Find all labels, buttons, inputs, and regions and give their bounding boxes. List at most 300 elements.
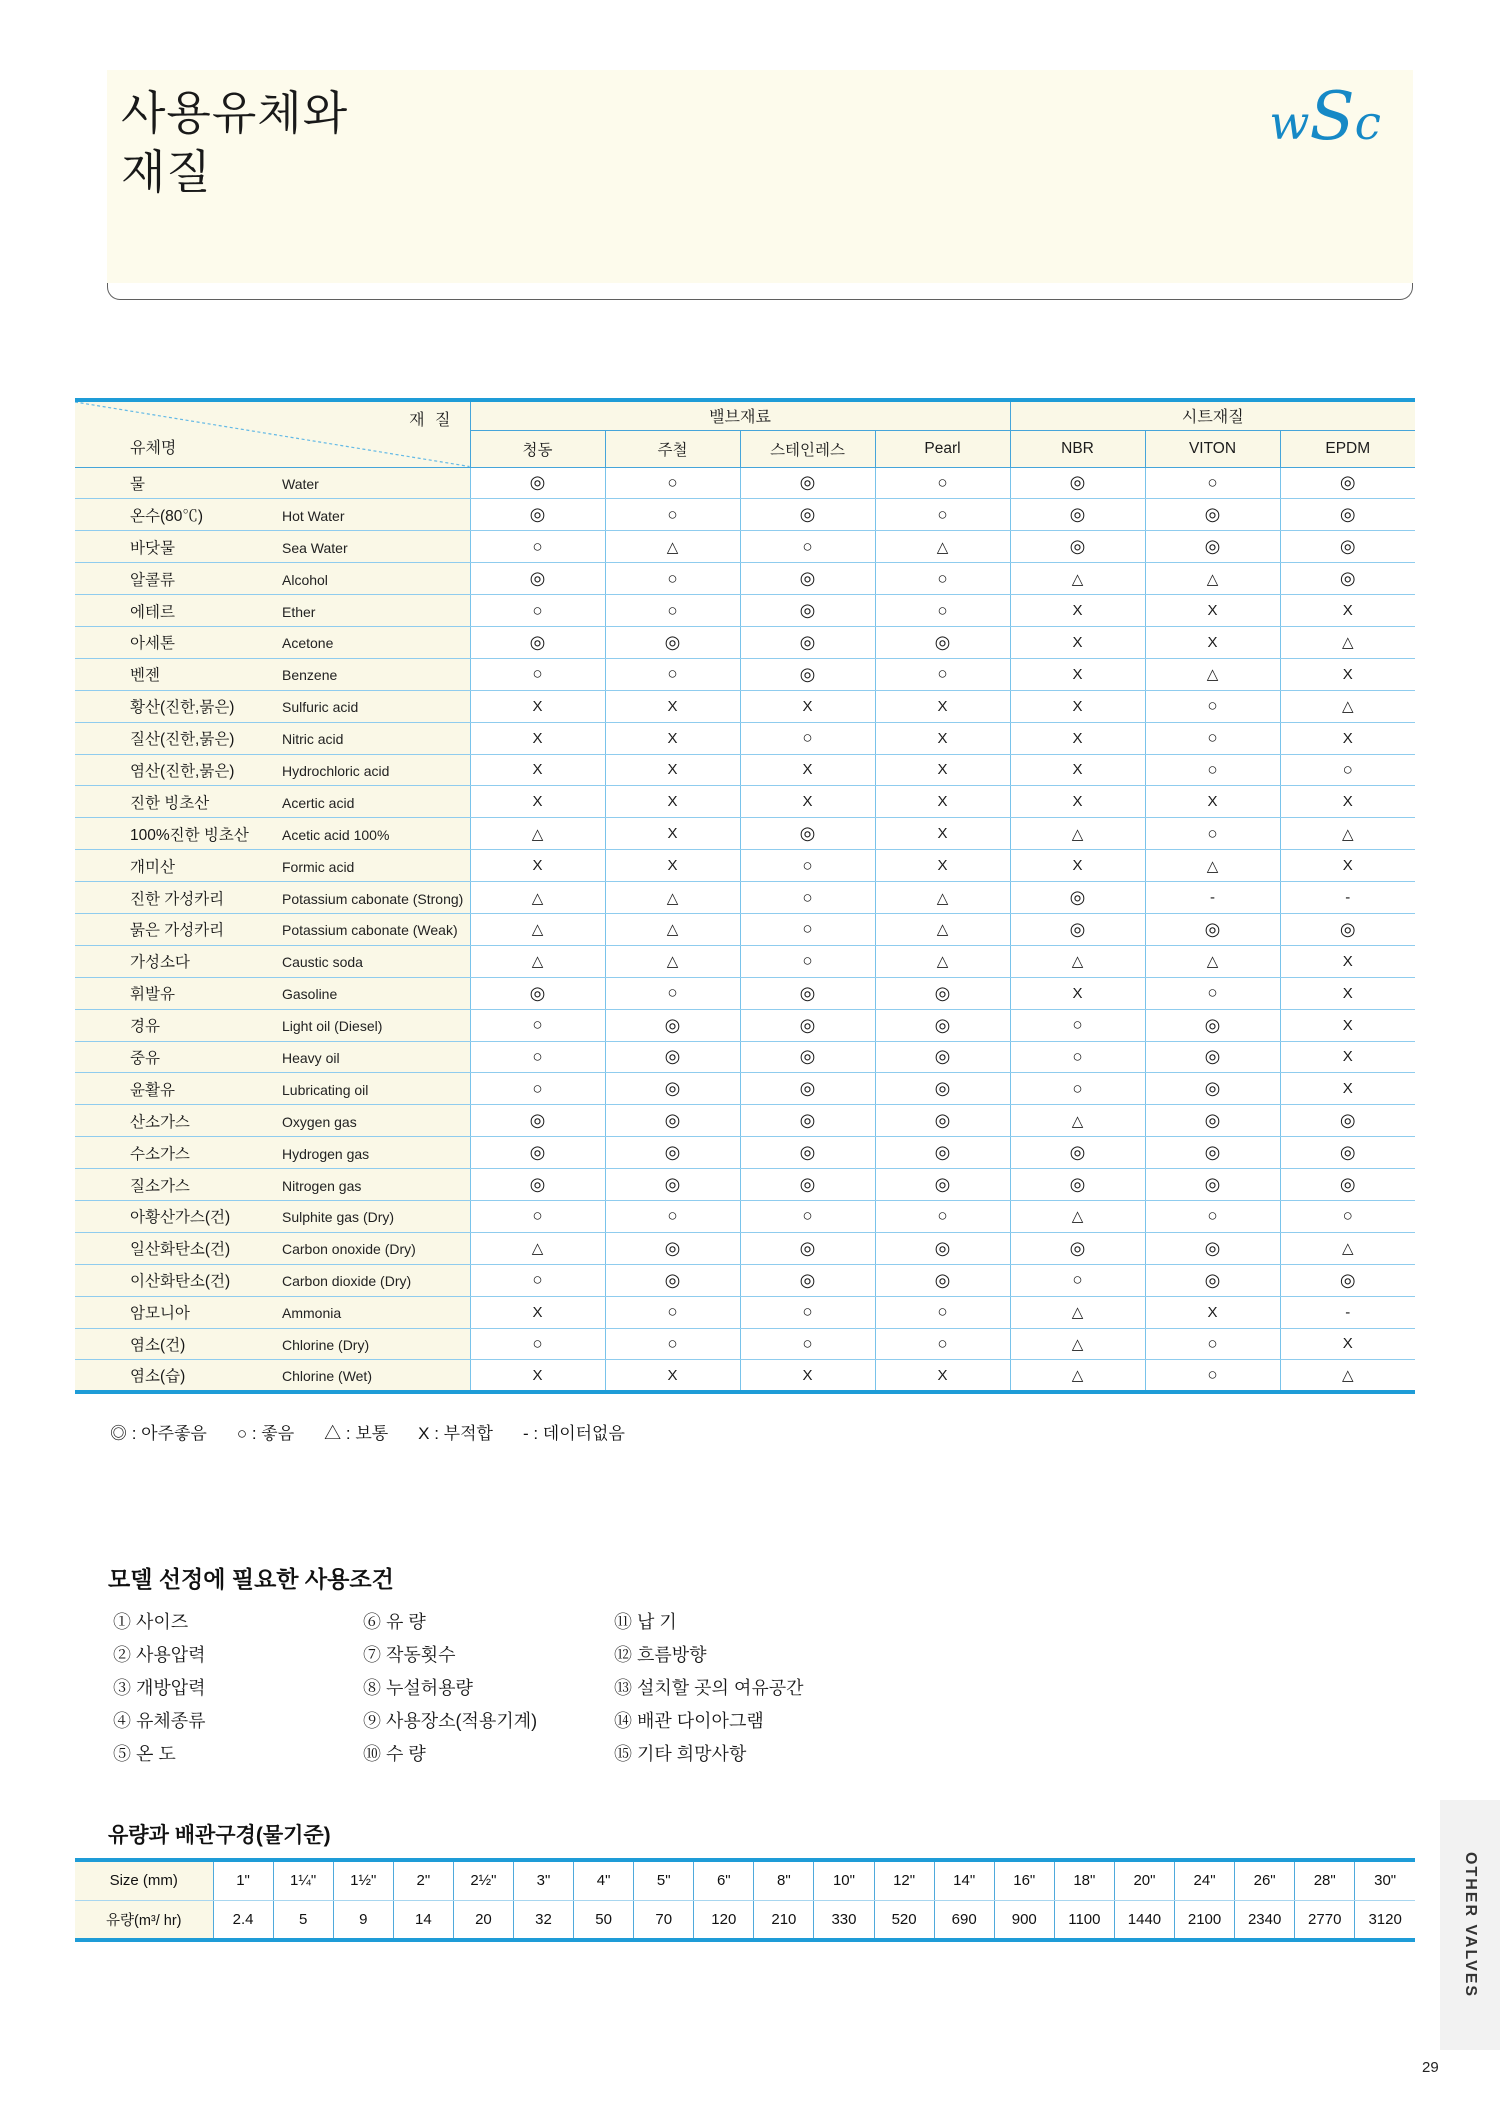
rating-cell: △ bbox=[470, 945, 605, 977]
rating-cell: ◎ bbox=[875, 626, 1010, 658]
rating-cell: X bbox=[605, 690, 740, 722]
rating-cell: ◎ bbox=[740, 1009, 875, 1041]
rating-cell: ○ bbox=[605, 499, 740, 531]
conditions-section-title: 모델 선정에 필요한 사용조건 bbox=[108, 1566, 394, 1592]
rating-cell: X bbox=[1280, 1041, 1415, 1073]
rating-cell: ○ bbox=[605, 1296, 740, 1328]
fluid-name-english: Gasoline bbox=[282, 986, 338, 1003]
rating-cell: △ bbox=[1010, 818, 1145, 850]
rating-cell: X bbox=[1010, 850, 1145, 882]
rating-cell: ○ bbox=[875, 658, 1010, 690]
rating-cell: ◎ bbox=[1145, 1105, 1280, 1137]
fluid-name-cell bbox=[75, 563, 470, 595]
fluid-name-cell bbox=[75, 722, 470, 754]
rating-cell: ◎ bbox=[1280, 1169, 1415, 1201]
page-title-line1: 사용유체와 bbox=[121, 87, 349, 139]
logo-letter-c: c bbox=[1354, 96, 1381, 151]
rating-cell: ○ bbox=[1145, 1360, 1280, 1392]
rating-cell: △ bbox=[470, 882, 605, 914]
fluid-row bbox=[75, 977, 1415, 1009]
condition-item: ⑤ 온 도 bbox=[113, 1744, 176, 1764]
rating-cell: X bbox=[875, 754, 1010, 786]
rating-cell: ◎ bbox=[605, 1264, 740, 1296]
fluid-name-korean: 에테르 bbox=[130, 603, 175, 621]
conditions-column bbox=[614, 1608, 1044, 1773]
rating-cell: X bbox=[605, 754, 740, 786]
fluid-name-korean: 휘발유 bbox=[130, 986, 175, 1004]
condition-item: ③ 개방압력 bbox=[113, 1678, 206, 1698]
fluid-name-cell bbox=[75, 658, 470, 690]
condition-item: ⑪ 납 기 bbox=[614, 1612, 677, 1632]
flow-rate-cell: 5 bbox=[273, 1900, 333, 1940]
fluid-name-korean: 온수(80℃) bbox=[130, 507, 204, 525]
fluid-name-english: Alcohol bbox=[282, 571, 328, 588]
fluid-name-cell bbox=[75, 499, 470, 531]
fluid-name-english: Light oil (Diesel) bbox=[282, 1018, 383, 1035]
flow-rate-cell: 50 bbox=[574, 1900, 634, 1940]
fluid-name-english: Nitric acid bbox=[282, 731, 344, 748]
rating-cell: ◎ bbox=[1010, 467, 1145, 499]
flow-row-label: 유량(m³/ hr) bbox=[75, 1900, 213, 1940]
fluid-name-korean: 가성소다 bbox=[130, 954, 190, 972]
flow-rate-cell: 330 bbox=[814, 1900, 874, 1940]
conditions-column bbox=[363, 1608, 614, 1773]
rating-cell: ○ bbox=[470, 595, 605, 627]
fluid-name-korean: 진한 빙초산 bbox=[130, 794, 210, 812]
fluid-name-english: Oxygen gas bbox=[282, 1113, 357, 1130]
fluid-name-cell bbox=[75, 786, 470, 818]
group-header-valve-material: 밸브재료 bbox=[470, 400, 1010, 430]
rating-cell: ◎ bbox=[1280, 1105, 1415, 1137]
condition-item: ⑬ 설치할 곳의 여유공간 bbox=[614, 1678, 804, 1698]
rating-cell: ◎ bbox=[1280, 499, 1415, 531]
material-column-header: NBR bbox=[1010, 430, 1145, 467]
rating-cell: - bbox=[1280, 1296, 1415, 1328]
rating-cell: ◎ bbox=[740, 1073, 875, 1105]
fluid-name-korean: 이산화탄소(건) bbox=[130, 1273, 231, 1291]
fluid-row bbox=[75, 754, 1415, 786]
rating-cell: △ bbox=[875, 882, 1010, 914]
rating-cell: ○ bbox=[875, 1200, 1010, 1232]
pipe-size-cell: 2½" bbox=[453, 1860, 513, 1900]
fluid-name-korean: 수소가스 bbox=[130, 1145, 190, 1163]
rating-cell: ◎ bbox=[1010, 499, 1145, 531]
fluid-row bbox=[75, 1360, 1415, 1392]
rating-cell: ○ bbox=[875, 1296, 1010, 1328]
rating-cell: ◎ bbox=[1280, 531, 1415, 563]
fluid-name-cell bbox=[75, 1169, 470, 1201]
rating-cell: X bbox=[605, 1360, 740, 1392]
size-row-label: Size (mm) bbox=[75, 1860, 213, 1900]
material-column-header: 청동 bbox=[470, 430, 605, 467]
rating-cell: X bbox=[1280, 595, 1415, 627]
rating-cell: X bbox=[875, 850, 1010, 882]
rating-cell: △ bbox=[1145, 658, 1280, 690]
flow-rate-cell: 2770 bbox=[1295, 1900, 1355, 1940]
rating-cell: X bbox=[740, 690, 875, 722]
fluid-name-english: Chlorine (Dry) bbox=[282, 1336, 370, 1353]
rating-cell: ○ bbox=[1145, 818, 1280, 850]
rating-cell: ○ bbox=[1145, 1200, 1280, 1232]
rating-cell: △ bbox=[605, 913, 740, 945]
fluid-name-english: Lubricating oil bbox=[282, 1081, 369, 1098]
rating-cell: X bbox=[1145, 786, 1280, 818]
rating-cell: ○ bbox=[1280, 1200, 1415, 1232]
rating-cell: △ bbox=[1280, 626, 1415, 658]
fluid-name-english: Carbon dioxide (Dry) bbox=[282, 1273, 412, 1290]
rating-cell: ◎ bbox=[1145, 1169, 1280, 1201]
material-column-header: EPDM bbox=[1280, 430, 1415, 467]
rating-cell: ○ bbox=[605, 658, 740, 690]
fluid-name-korean: 묽은 가성카리 bbox=[130, 922, 225, 940]
fluid-name-english: Hot Water bbox=[282, 507, 345, 524]
rating-cell: ◎ bbox=[1145, 1041, 1280, 1073]
fluid-row bbox=[75, 1296, 1415, 1328]
rating-cell: X bbox=[1010, 626, 1145, 658]
rating-cell: ◎ bbox=[1280, 563, 1415, 595]
fluid-name-cell bbox=[75, 1041, 470, 1073]
fluid-name-cell bbox=[75, 1296, 470, 1328]
fluid-name-cell bbox=[75, 818, 470, 850]
rating-cell: X bbox=[1145, 626, 1280, 658]
fluid-name-english: Acetone bbox=[282, 635, 334, 652]
corner-header-cell bbox=[75, 400, 470, 467]
pipe-size-cell: 26" bbox=[1235, 1860, 1295, 1900]
rating-cell: X bbox=[1280, 658, 1415, 690]
rating-cell: ◎ bbox=[875, 1009, 1010, 1041]
rating-cell: X bbox=[1010, 754, 1145, 786]
rating-cell: ○ bbox=[605, 595, 740, 627]
fluid-name-korean: 알콜류 bbox=[130, 571, 175, 589]
rating-cell: ○ bbox=[470, 531, 605, 563]
rating-cell: △ bbox=[605, 882, 740, 914]
fluid-name-cell bbox=[75, 945, 470, 977]
rating-cell: X bbox=[1280, 1073, 1415, 1105]
rating-cell: ◎ bbox=[1010, 1232, 1145, 1264]
rating-cell: ◎ bbox=[470, 977, 605, 1009]
fluid-name-korean: 경유 bbox=[130, 1018, 160, 1036]
rating-cell: ○ bbox=[470, 1041, 605, 1073]
rating-cell: ○ bbox=[605, 563, 740, 595]
rating-cell: X bbox=[470, 1360, 605, 1392]
fluid-name-cell bbox=[75, 913, 470, 945]
legend-item: ◎ : 아주좋음 bbox=[110, 1424, 207, 1443]
rating-cell: ◎ bbox=[1145, 499, 1280, 531]
logo-letter-s: S bbox=[1309, 78, 1355, 155]
rating-cell: ○ bbox=[605, 1328, 740, 1360]
rating-cell: ◎ bbox=[740, 467, 875, 499]
rating-cell: ◎ bbox=[605, 1169, 740, 1201]
fluid-name-korean: 아황산가스(건) bbox=[130, 1209, 231, 1227]
fluid-row bbox=[75, 467, 1415, 499]
fluid-row bbox=[75, 1137, 1415, 1169]
rating-cell: ○ bbox=[740, 1200, 875, 1232]
rating-cell: ◎ bbox=[740, 1169, 875, 1201]
rating-cell: △ bbox=[470, 1232, 605, 1264]
pipe-size-cell: 8" bbox=[754, 1860, 814, 1900]
rating-cell: ○ bbox=[740, 531, 875, 563]
rating-cell: ○ bbox=[470, 1200, 605, 1232]
flow-rate-cell: 70 bbox=[634, 1900, 694, 1940]
fluid-name-cell bbox=[75, 882, 470, 914]
flow-rate-cell: 14 bbox=[393, 1900, 453, 1940]
group-header-row bbox=[75, 400, 1415, 430]
fluid-name-cell bbox=[75, 1360, 470, 1392]
rating-cell: X bbox=[875, 722, 1010, 754]
rating-cell: ○ bbox=[875, 499, 1010, 531]
fluid-row bbox=[75, 1009, 1415, 1041]
material-column-header: 스테인레스 bbox=[740, 430, 875, 467]
rating-cell: ◎ bbox=[1145, 531, 1280, 563]
fluid-row bbox=[75, 945, 1415, 977]
fluid-name-english: Potassium cabonate (Strong) bbox=[282, 890, 464, 907]
fluid-name-cell bbox=[75, 1264, 470, 1296]
fluid-name-korean: 바닷물 bbox=[130, 539, 175, 557]
fluid-name-english: Formic acid bbox=[282, 858, 355, 875]
rating-cell: ◎ bbox=[740, 658, 875, 690]
rating-cell: ○ bbox=[1280, 754, 1415, 786]
condition-item: ⑨ 사용장소(적용기계) bbox=[363, 1711, 538, 1731]
fluid-name-korean: 산소가스 bbox=[130, 1113, 190, 1131]
fluid-row bbox=[75, 722, 1415, 754]
fluid-row bbox=[75, 1041, 1415, 1073]
legend-item: - : 데이터없음 bbox=[522, 1424, 625, 1443]
header-panel bbox=[107, 70, 1413, 283]
rating-cell: X bbox=[470, 1296, 605, 1328]
rating-cell: X bbox=[1010, 595, 1145, 627]
pipe-size-cell: 18" bbox=[1054, 1860, 1114, 1900]
flow-capacity-table bbox=[75, 1858, 1415, 1942]
fluid-name-korean: 중유 bbox=[130, 1049, 160, 1067]
rating-cell: X bbox=[470, 722, 605, 754]
fluid-row bbox=[75, 818, 1415, 850]
fluid-row bbox=[75, 913, 1415, 945]
legend-item: △ : 보통 bbox=[324, 1424, 389, 1443]
rating-cell: X bbox=[1280, 945, 1415, 977]
rating-cell: ○ bbox=[875, 1328, 1010, 1360]
rating-cell: △ bbox=[1010, 1360, 1145, 1392]
rating-cell: △ bbox=[1010, 563, 1145, 595]
pipe-size-cell: 20" bbox=[1114, 1860, 1174, 1900]
pipe-size-cell: 16" bbox=[994, 1860, 1054, 1900]
pipe-size-cell: 6" bbox=[694, 1860, 754, 1900]
rating-cell: ◎ bbox=[1145, 913, 1280, 945]
rating-cell: ○ bbox=[740, 913, 875, 945]
page-title bbox=[121, 84, 348, 202]
condition-item: ⑦ 작동횟수 bbox=[363, 1645, 456, 1665]
rating-cell: ◎ bbox=[1010, 913, 1145, 945]
rating-cell: △ bbox=[470, 818, 605, 850]
section-tab-other-valves bbox=[1440, 1800, 1500, 2050]
fluid-name-cell bbox=[75, 754, 470, 786]
rating-cell: ◎ bbox=[470, 467, 605, 499]
rating-cell: ◎ bbox=[605, 1041, 740, 1073]
rating-cell: ◎ bbox=[740, 1041, 875, 1073]
rating-cell: △ bbox=[1010, 1105, 1145, 1137]
condition-item: ⑥ 유 량 bbox=[363, 1612, 426, 1632]
rating-cell: ◎ bbox=[875, 1169, 1010, 1201]
rating-cell: X bbox=[470, 786, 605, 818]
rating-cell: ○ bbox=[1145, 467, 1280, 499]
fluid-row bbox=[75, 1264, 1415, 1296]
fluid-name-english: Ether bbox=[282, 603, 316, 620]
fluid-row bbox=[75, 626, 1415, 658]
rating-cell: X bbox=[470, 850, 605, 882]
fluid-name-korean: 일산화탄소(건) bbox=[130, 1241, 231, 1259]
rating-cell: ○ bbox=[875, 595, 1010, 627]
rating-cell: X bbox=[1010, 658, 1145, 690]
condition-item: ⑮ 기타 희망사항 bbox=[614, 1744, 747, 1764]
rating-cell: X bbox=[1280, 722, 1415, 754]
rating-cell: X bbox=[1010, 977, 1145, 1009]
rating-cell: ○ bbox=[470, 1009, 605, 1041]
flow-rate-cell: 2100 bbox=[1175, 1900, 1235, 1940]
rating-cell: X bbox=[875, 1360, 1010, 1392]
rating-cell: ◎ bbox=[605, 626, 740, 658]
rating-cell: ○ bbox=[1145, 754, 1280, 786]
flow-rate-cell: 2340 bbox=[1235, 1900, 1295, 1940]
fluid-name-korean: 암모니아 bbox=[130, 1305, 190, 1323]
condition-item: ① 사이즈 bbox=[113, 1612, 189, 1632]
pipe-size-cell: 4" bbox=[574, 1860, 634, 1900]
rating-cell: X bbox=[1010, 722, 1145, 754]
fluid-name-cell bbox=[75, 595, 470, 627]
fluid-name-korean: 황산(진한,묽은) bbox=[130, 699, 235, 717]
rating-cell: ◎ bbox=[740, 595, 875, 627]
fluid-name-cell bbox=[75, 1200, 470, 1232]
rating-cell: ○ bbox=[1010, 1073, 1145, 1105]
rating-cell: △ bbox=[1145, 563, 1280, 595]
rating-cell: ◎ bbox=[740, 1105, 875, 1137]
rating-cell: ○ bbox=[740, 850, 875, 882]
fluid-name-korean: 물 bbox=[130, 475, 145, 493]
condition-item: ⑫ 흐름방향 bbox=[614, 1645, 707, 1665]
materials-compatibility-table bbox=[75, 398, 1415, 1394]
fluid-row bbox=[75, 786, 1415, 818]
fluid-row bbox=[75, 1200, 1415, 1232]
rating-cell: △ bbox=[875, 913, 1010, 945]
fluid-name-english: Water bbox=[282, 475, 319, 492]
flow-rate-cell: 9 bbox=[333, 1900, 393, 1940]
fluid-name-english: Nitrogen gas bbox=[282, 1177, 362, 1194]
rating-cell: X bbox=[1280, 786, 1415, 818]
rating-cell: ◎ bbox=[1280, 1137, 1415, 1169]
rating-cell: X bbox=[470, 754, 605, 786]
rating-cell: X bbox=[1280, 850, 1415, 882]
rating-cell: ○ bbox=[875, 467, 1010, 499]
flow-rate-row bbox=[75, 1900, 1415, 1940]
fluid-row bbox=[75, 499, 1415, 531]
pipe-size-cell: 5" bbox=[634, 1860, 694, 1900]
rating-cell: ◎ bbox=[875, 1264, 1010, 1296]
rating-cell: ○ bbox=[740, 1296, 875, 1328]
rating-cell: ◎ bbox=[740, 818, 875, 850]
fluid-name-korean: 염소(건) bbox=[130, 1336, 186, 1354]
materials-tbody bbox=[75, 467, 1415, 1392]
rating-cell: X bbox=[875, 818, 1010, 850]
rating-cell: ○ bbox=[470, 1073, 605, 1105]
rating-cell: ○ bbox=[1145, 977, 1280, 1009]
rating-cell: - bbox=[1145, 882, 1280, 914]
rating-cell: △ bbox=[1280, 690, 1415, 722]
fluid-name-english: Acetic acid 100% bbox=[282, 826, 390, 843]
rating-cell: X bbox=[470, 690, 605, 722]
fluid-name-cell bbox=[75, 531, 470, 563]
flow-section-title: 유량과 배관구경(물기준) bbox=[108, 1824, 331, 1847]
rating-cell: ◎ bbox=[1145, 1264, 1280, 1296]
pipe-size-cell: 3" bbox=[513, 1860, 573, 1900]
fluid-name-korean: 질소가스 bbox=[130, 1177, 190, 1195]
fluid-name-korean: 아세톤 bbox=[130, 635, 175, 653]
pipe-size-cell: 1¼" bbox=[273, 1860, 333, 1900]
rating-cell: X bbox=[875, 690, 1010, 722]
rating-cell: ◎ bbox=[1280, 913, 1415, 945]
conditions-column bbox=[113, 1608, 363, 1773]
rating-cell: △ bbox=[1010, 1296, 1145, 1328]
fluid-name-english: Ammonia bbox=[282, 1305, 342, 1322]
condition-item: ② 사용압력 bbox=[113, 1645, 206, 1665]
fluid-row bbox=[75, 658, 1415, 690]
rating-cell: X bbox=[740, 786, 875, 818]
fluid-name-cell bbox=[75, 1137, 470, 1169]
rating-cell: △ bbox=[605, 945, 740, 977]
rating-cell: X bbox=[1280, 977, 1415, 1009]
pipe-size-cell: 1" bbox=[213, 1860, 273, 1900]
rating-cell: ◎ bbox=[740, 1264, 875, 1296]
rating-cell: ○ bbox=[1145, 1328, 1280, 1360]
rating-cell: X bbox=[875, 786, 1010, 818]
rating-cell: ○ bbox=[470, 1264, 605, 1296]
fluid-name-korean: 진한 가성카리 bbox=[130, 890, 225, 908]
rating-cell: ○ bbox=[1010, 1009, 1145, 1041]
fluid-name-english: Benzene bbox=[282, 667, 338, 684]
flow-rate-cell: 32 bbox=[513, 1900, 573, 1940]
pipe-size-cell: 28" bbox=[1295, 1860, 1355, 1900]
pipe-size-row bbox=[75, 1860, 1415, 1900]
rating-cell: ◎ bbox=[875, 1073, 1010, 1105]
rating-cell: ◎ bbox=[470, 499, 605, 531]
rating-cell: ◎ bbox=[740, 1232, 875, 1264]
wsc-logo bbox=[1269, 78, 1381, 155]
rating-cell: ◎ bbox=[875, 1105, 1010, 1137]
rating-cell: X bbox=[740, 1360, 875, 1392]
rating-cell: ◎ bbox=[875, 1137, 1010, 1169]
condition-item: ⑧ 누설허용량 bbox=[363, 1678, 473, 1698]
legend-item: ○ : 좋음 bbox=[236, 1424, 295, 1443]
rating-cell: ◎ bbox=[740, 626, 875, 658]
rating-cell: ◎ bbox=[1010, 1137, 1145, 1169]
fluid-name-korean: 벤젠 bbox=[130, 667, 160, 685]
fluid-name-korean: 100%진한 빙초산 bbox=[130, 826, 249, 844]
rating-cell: ○ bbox=[1010, 1041, 1145, 1073]
rating-cell: ◎ bbox=[875, 1041, 1010, 1073]
rating-cell: △ bbox=[470, 913, 605, 945]
fluid-name-english: Caustic soda bbox=[282, 954, 363, 971]
flow-rate-cell: 690 bbox=[934, 1900, 994, 1940]
rating-cell: △ bbox=[1010, 1200, 1145, 1232]
rating-cell: ○ bbox=[470, 658, 605, 690]
fluid-name-english: Sulphite gas (Dry) bbox=[282, 1209, 395, 1226]
fluid-name-cell bbox=[75, 1105, 470, 1137]
pipe-size-cell: 2" bbox=[393, 1860, 453, 1900]
fluid-name-english: Acertic acid bbox=[282, 794, 355, 811]
rating-legend bbox=[110, 1419, 625, 1444]
material-column-header: Pearl bbox=[875, 430, 1010, 467]
rating-cell: ○ bbox=[605, 1200, 740, 1232]
condition-item: ⑭ 배관 다이아그램 bbox=[614, 1711, 764, 1731]
rating-cell: △ bbox=[1010, 1328, 1145, 1360]
rating-cell: ◎ bbox=[605, 1232, 740, 1264]
